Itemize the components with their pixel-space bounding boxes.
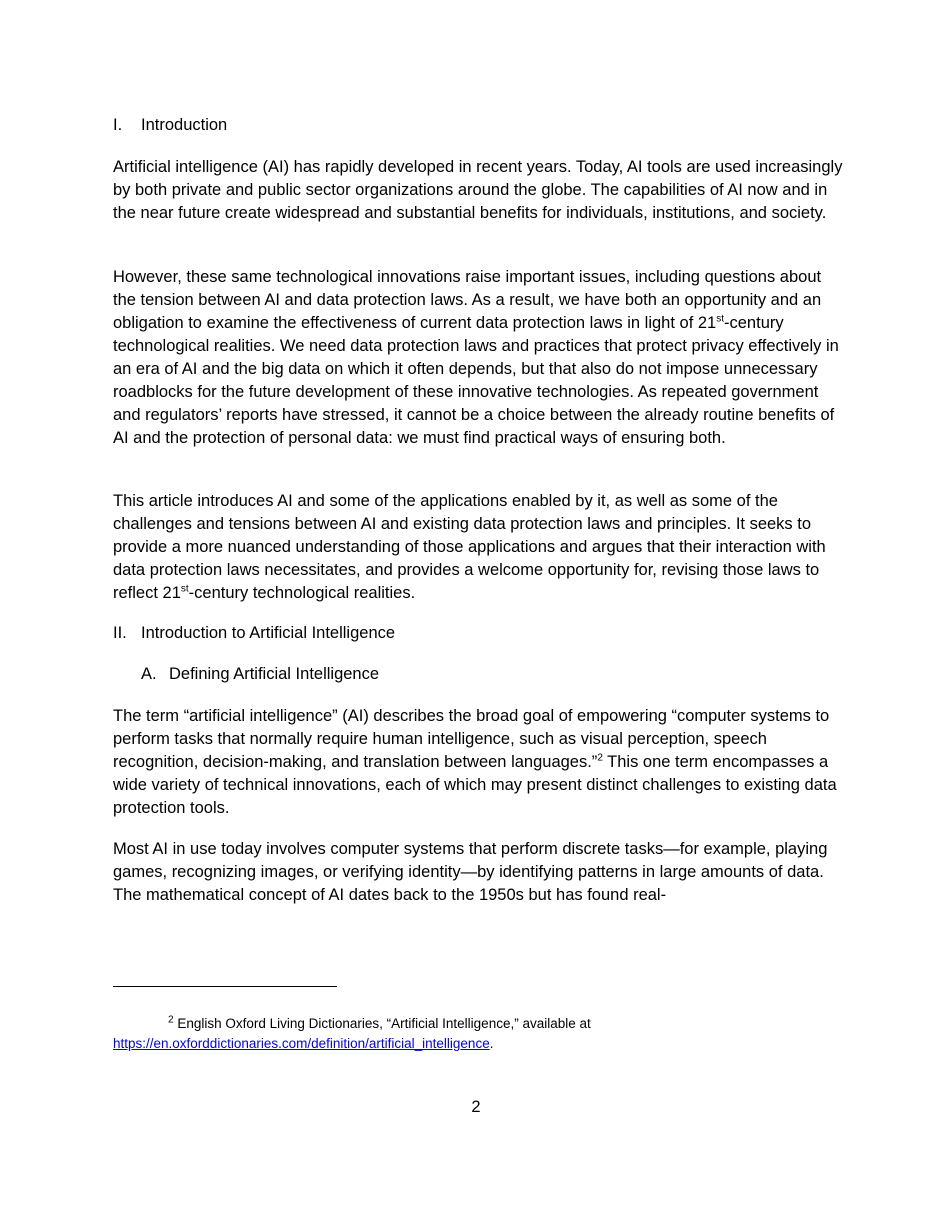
superscript-st: st [180,583,189,595]
footnote [113,1014,843,1054]
paragraph-text: This one term encompasses a wide variety of technical innovations, each of which may present distinct challenges to existing data protection tools. [113,753,837,817]
subsection-title: Defining Artificial Intelligence [169,665,380,683]
superscript-st: st [716,313,725,325]
footnote-trailing: . [489,1036,494,1051]
paragraph-ai-development: Artificial intelligence (AI) has rapidly developed in recent years. Today, AI tools are used increasingly by both private and public sector organizations around the globe. The capabilities of AI now and in the near future create widespread and substantial benefits for individuals, institutions, and society. [113,158,843,222]
paragraph-text: -century technological realities. [188,584,416,602]
paragraph-article-intro [113,490,843,605]
paragraph-text: However, these same technological innovations raise important issues, including questions about the tension between AI and data protection laws. As a result, we have both an opportunity and an obligation to examine the effectiveness of current data protection laws in light of 21 [113,268,822,332]
footnote-marker: 2 [168,1014,174,1026]
paragraph-text: The term “artificial intelligence” (AI) describes the broad goal of empowering “computer systems to perform tasks that normally require human intelligence, such as visual perception, speech recognition, decision-making, and translation between languages.” [113,707,830,771]
paragraph-text: -century technological realities. We need data protection laws and practices that protect privacy effectively in an era of AI and the big data on which it often depends, but that also do not impose unnecessary roadblocks for the future development of these innovative technologies. As repeated government and regulators’ reports have stressed, it cannot be a choice between the already routine benefits of AI and the protection of personal data: we must find practical ways of ensuring both. [113,314,839,447]
paragraph-term-definition [113,705,843,820]
footnote-reference[interactable]: 2 [597,752,603,764]
paragraph-tension [113,266,843,450]
footnote-link-line [113,1034,843,1054]
paragraph-text: This article introduces AI and some of the applications enabled by it, as well as some of the challenges and tensions between AI and existing data protection laws and principles. It seeks to provide a more nuanced understanding of those applications and argues that their interaction with data protection laws necessitates, and provides a welcome opportunity for, revising those laws to reflect 21 [113,492,826,602]
footnote-link[interactable]: https://en.oxforddictionaries.com/definition/artificial_intelligence [113,1036,490,1051]
subsection-number: A. [141,665,157,683]
section-heading-intro-ai [113,622,395,645]
footnote-separator [113,986,337,987]
section-number: II. [113,624,127,642]
page-number: 2 [471,1098,481,1116]
section-title: Introduction to Artificial Intelligence [141,624,396,642]
paragraph-ai-today: Most AI in use today involves computer systems that perform discrete tasks—for example, playing games, recognizing images, or verifying identity—by identifying patterns in large amounts of data. The mathematical concept of AI dates back to the 1950s but has found real- [113,840,828,904]
section-number: I. [113,116,123,134]
section-heading-introduction [113,114,227,137]
subsection-heading-defining-ai [141,663,379,686]
footnote-line [113,1014,843,1034]
section-title: Introduction [141,116,228,134]
footnote-text: English Oxford Living Dictionaries, “Artificial Intelligence,” available at [173,1016,591,1031]
